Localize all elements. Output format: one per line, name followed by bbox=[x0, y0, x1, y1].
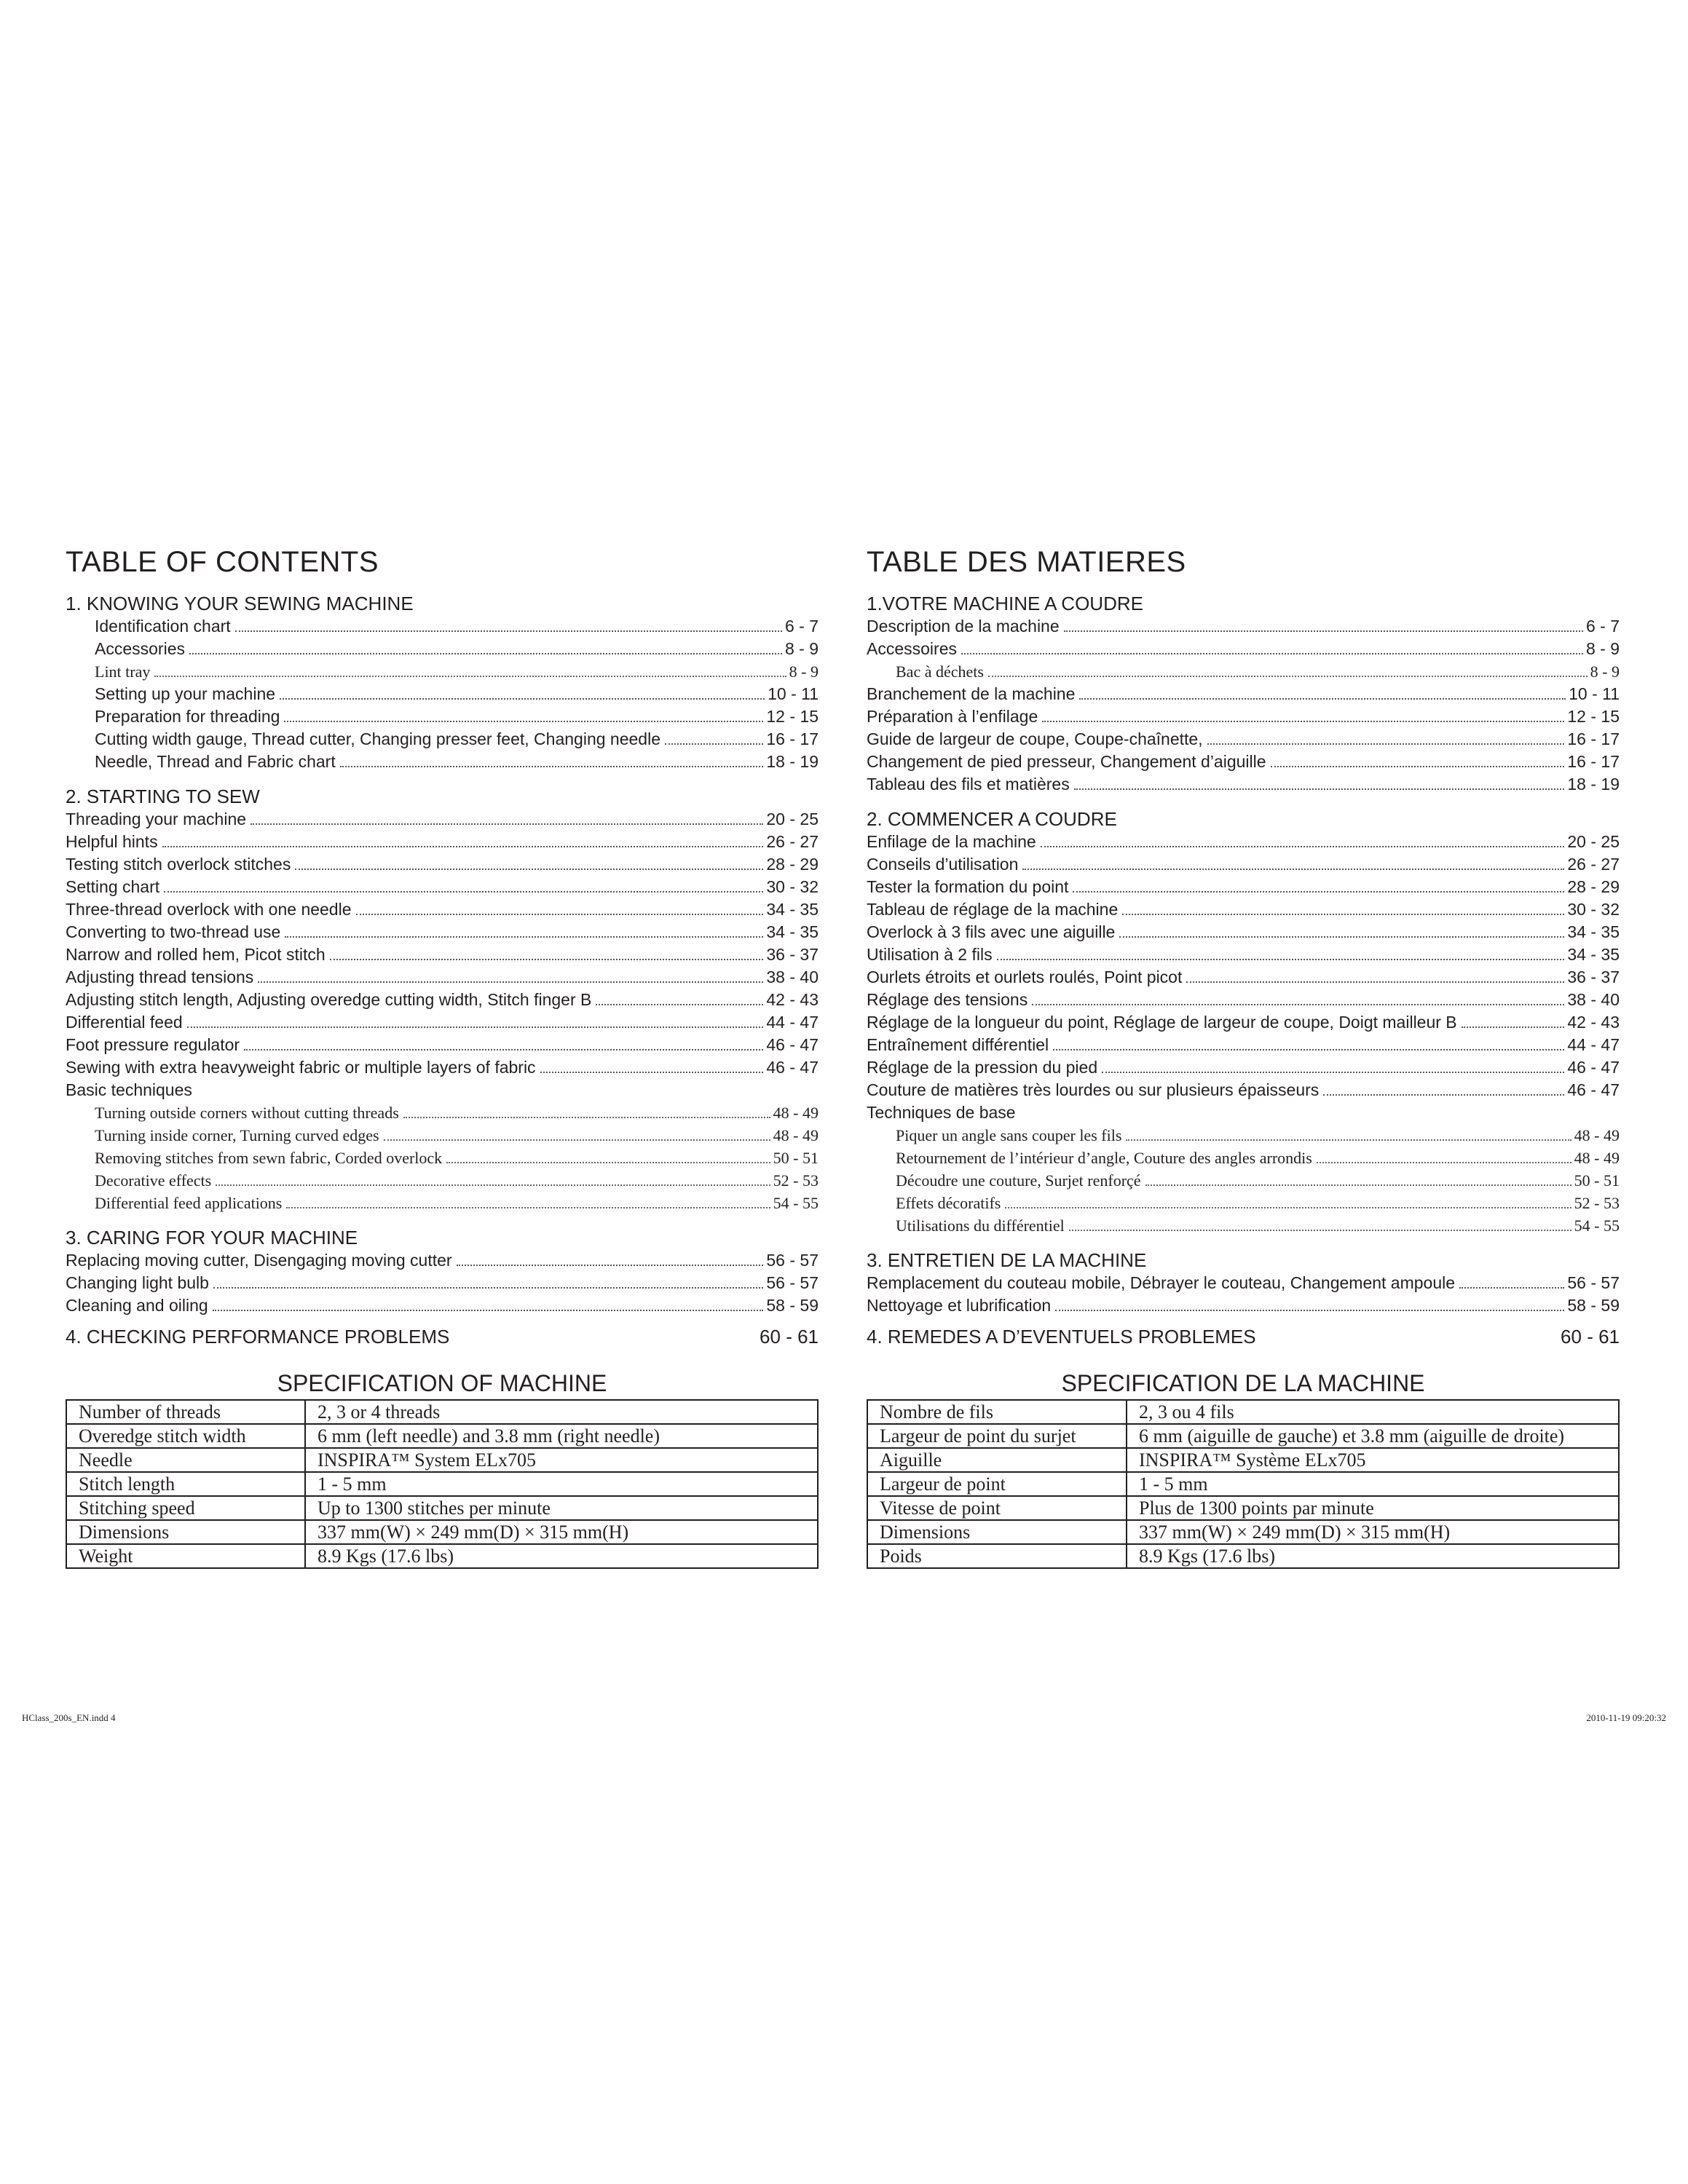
toc-entry bbox=[66, 1192, 819, 1214]
toc-entry-label: Tableau de réglage de la machine bbox=[867, 900, 1119, 919]
dot-leader bbox=[285, 936, 763, 938]
toc-entry bbox=[66, 638, 819, 660]
dot-leader bbox=[235, 630, 782, 632]
toc-section-heading: 2. COMMENCER A COUDRE bbox=[867, 808, 1117, 830]
toc-section bbox=[66, 593, 819, 773]
toc-entry-pages: 58 - 59 bbox=[766, 1296, 819, 1315]
toc-entry-pages: 16 - 17 bbox=[1567, 729, 1620, 748]
toc-entry-pages: 34 - 35 bbox=[1567, 922, 1620, 941]
toc-entry-pages: 28 - 29 bbox=[766, 855, 819, 874]
toc-entry bbox=[867, 705, 1620, 728]
toc-entry bbox=[66, 876, 819, 898]
toc-entry-pages: 6 - 7 bbox=[784, 617, 819, 636]
toc-entry bbox=[867, 1079, 1620, 1101]
spec-key: Dimensions bbox=[867, 1520, 1127, 1544]
toc-entry-pages: 30 - 32 bbox=[1567, 900, 1620, 919]
toc-section bbox=[867, 593, 1620, 796]
toc-entry-label: Setting chart bbox=[66, 877, 160, 896]
toc-entry-pages: 28 - 29 bbox=[1567, 877, 1620, 896]
toc-entry-pages: 20 - 25 bbox=[1567, 832, 1620, 851]
toc-entry-pages: 36 - 37 bbox=[766, 945, 819, 964]
toc-entry bbox=[867, 1034, 1620, 1056]
dot-leader bbox=[340, 766, 764, 767]
toc-column-french bbox=[867, 546, 1620, 1569]
spec-key: Nombre de fils bbox=[867, 1400, 1127, 1424]
spec-title: SPECIFICATION OF MACHINE bbox=[277, 1370, 607, 1396]
toc-entry bbox=[66, 615, 819, 638]
toc-entry-label: Effets décoratifs bbox=[896, 1194, 1001, 1212]
toc-entry-pages: 18 - 19 bbox=[1567, 775, 1620, 794]
spec-value: 8.9 Kgs (17.6 lbs) bbox=[305, 1544, 818, 1568]
spec-key: Dimensions bbox=[66, 1520, 305, 1544]
toc-entry-label: Entraînement différentiel bbox=[867, 1035, 1049, 1054]
spec-value: INSPIRA™ System ELx705 bbox=[305, 1448, 818, 1472]
toc-entry bbox=[867, 1011, 1620, 1034]
toc-entry-pages: 30 - 32 bbox=[766, 877, 819, 896]
spec-row bbox=[66, 1520, 818, 1544]
spec-value: Plus de 1300 points par minute bbox=[1127, 1496, 1619, 1520]
spec-row bbox=[867, 1400, 1619, 1424]
toc-entry-label: Remplacement du couteau mobile, Débrayer le couteau, Changement ampoule bbox=[867, 1273, 1456, 1292]
dot-leader bbox=[1317, 1162, 1571, 1163]
dot-leader bbox=[280, 698, 765, 700]
toc-section-heading: 1. KNOWING YOUR SEWING MACHINE bbox=[66, 593, 414, 614]
perf-pages: 60 - 61 bbox=[1561, 1326, 1620, 1348]
toc-entry-label: Bac à déchets bbox=[896, 662, 984, 681]
toc-entry-pages: 38 - 40 bbox=[1567, 990, 1620, 1009]
toc-entry bbox=[867, 921, 1620, 943]
toc-section bbox=[867, 1249, 1620, 1317]
toc-entry-pages: 44 - 47 bbox=[766, 1013, 819, 1032]
toc-entry bbox=[867, 1147, 1620, 1169]
dot-leader bbox=[1041, 846, 1565, 847]
dot-leader bbox=[1122, 914, 1564, 915]
toc-entry-pages: 48 - 49 bbox=[773, 1104, 819, 1122]
spec-key: Weight bbox=[66, 1544, 305, 1568]
toc-entry-label: Cutting width gauge, Thread cutter, Changing presser feet, Changing needle bbox=[95, 729, 660, 748]
toc-entry-pages: 8 - 9 bbox=[789, 662, 819, 681]
dot-leader bbox=[356, 914, 764, 915]
toc-section-perf bbox=[66, 1326, 819, 1348]
dot-leader bbox=[1073, 891, 1564, 893]
toc-entry-pages: 12 - 15 bbox=[1567, 707, 1620, 726]
spec-title: SPECIFICATION DE LA MACHINE bbox=[1061, 1370, 1425, 1396]
toc-entry bbox=[66, 1101, 819, 1124]
dot-leader bbox=[596, 1004, 763, 1005]
toc-entry-label: Turning inside corner, Turning curved edges bbox=[95, 1126, 379, 1144]
toc-entry bbox=[66, 660, 819, 683]
toc-entry-label: Converting to two-thread use bbox=[66, 922, 281, 941]
spec-value: 6 mm (aiguille de gauche) et 3.8 mm (aiguille de droite) bbox=[1127, 1424, 1619, 1448]
toc-entry bbox=[66, 1272, 819, 1294]
toc-entry bbox=[867, 966, 1620, 989]
toc-entry-label: Guide de largeur de coupe, Coupe-chaînette, bbox=[867, 729, 1203, 748]
toc-entry-label: Differential feed bbox=[66, 1013, 183, 1032]
toc-entry-pages: 54 - 55 bbox=[1574, 1216, 1620, 1235]
dot-leader bbox=[189, 653, 782, 654]
toc-entry-label: Piquer un angle sans couper les fils bbox=[896, 1126, 1122, 1144]
toc-column-english bbox=[66, 546, 819, 1569]
spec-value: 337 mm(W) × 249 mm(D) × 315 mm(H) bbox=[1127, 1520, 1619, 1544]
toc-entry-pages: 54 - 55 bbox=[773, 1194, 819, 1212]
toc-entry bbox=[66, 1249, 819, 1272]
toc-entry bbox=[867, 660, 1620, 683]
toc-entry-label: Changement de pied presseur, Changement d’aiguille bbox=[867, 752, 1266, 771]
dot-leader bbox=[1323, 1094, 1564, 1096]
dot-leader bbox=[1055, 1310, 1564, 1311]
toc-entry-pages: 52 - 53 bbox=[1574, 1194, 1620, 1212]
toc-entry-pages: 56 - 57 bbox=[1567, 1273, 1620, 1292]
toc-section-heading: 3. CARING FOR YOUR MACHINE bbox=[66, 1227, 358, 1249]
toc-entry-pages: 46 - 47 bbox=[1567, 1058, 1620, 1077]
toc-entry-label: Retournement de l’intérieur d’angle, Couture des angles arrondis bbox=[896, 1149, 1312, 1167]
dot-leader bbox=[1079, 698, 1566, 700]
toc-entry-label: Ourlets étroits et ourlets roulés, Point picot bbox=[867, 968, 1183, 986]
dot-leader bbox=[1145, 1184, 1571, 1186]
toc-entry bbox=[66, 831, 819, 853]
dot-leader bbox=[251, 823, 763, 825]
spec-row bbox=[867, 1496, 1619, 1520]
toc-title: TABLE OF CONTENTS bbox=[66, 546, 379, 578]
toc-entry-label: Tableau des fils et matières bbox=[867, 775, 1070, 794]
spec-row bbox=[867, 1472, 1619, 1496]
toc-entry-label: Conseils d’utilisation bbox=[867, 855, 1019, 874]
toc-entry bbox=[867, 1272, 1620, 1294]
toc-entry bbox=[867, 876, 1620, 898]
dot-leader bbox=[446, 1162, 770, 1163]
toc-entry bbox=[66, 705, 819, 728]
dot-leader bbox=[1462, 1026, 1565, 1028]
toc-entry-label: Nettoyage et lubrification bbox=[867, 1296, 1052, 1315]
toc-entry bbox=[867, 1124, 1620, 1147]
toc-entry-label: Réglage de la longueur du point, Réglage de largeur de coupe, Doigt mailleur B bbox=[867, 1013, 1457, 1032]
toc-entry-label: Helpful hints bbox=[66, 832, 158, 851]
toc-section-heading: 2. STARTING TO SEW bbox=[66, 786, 260, 807]
dot-leader bbox=[1207, 743, 1565, 745]
spec-key: Vitesse de point bbox=[867, 1496, 1127, 1520]
dot-leader bbox=[1459, 1287, 1564, 1289]
toc-entry-label: Couture de matières très lourdes ou sur plusieurs épaisseurs bbox=[867, 1080, 1320, 1099]
toc-entry bbox=[66, 1169, 819, 1192]
spec-value: 1 - 5 mm bbox=[305, 1472, 818, 1496]
toc-entry-pages: 50 - 51 bbox=[773, 1149, 819, 1167]
toc-entry-label: Adjusting stitch length, Adjusting overedge cutting width, Stitch finger B bbox=[66, 990, 592, 1009]
toc-entry-pages: 56 - 57 bbox=[766, 1251, 819, 1270]
toc-entry-label: Utilisations du différentiel bbox=[896, 1216, 1065, 1235]
toc-entry bbox=[66, 751, 819, 773]
toc-entry-pages: 34 - 35 bbox=[766, 922, 819, 941]
toc-entry-pages: 42 - 43 bbox=[1567, 1013, 1620, 1032]
toc-entry-pages: 26 - 27 bbox=[766, 832, 819, 851]
toc-entry bbox=[66, 808, 819, 831]
toc-entry bbox=[66, 1034, 819, 1056]
toc-entry-pages: 48 - 49 bbox=[1574, 1149, 1620, 1167]
toc-entry-label: Turning outside corners without cutting threads bbox=[95, 1104, 399, 1122]
dot-leader bbox=[1042, 721, 1564, 722]
toc-entry-label: Replacing moving cutter, Disengaging moving cutter bbox=[66, 1251, 452, 1270]
toc-entry-label: Setting up your machine bbox=[95, 684, 276, 703]
toc-section-perf bbox=[867, 1326, 1620, 1348]
toc-entry-pages: 26 - 27 bbox=[1567, 855, 1620, 874]
toc-entry-pages: 6 - 7 bbox=[1585, 617, 1620, 636]
toc-entry-label: Adjusting thread tensions bbox=[66, 968, 254, 986]
spec-row bbox=[66, 1424, 818, 1448]
toc-entry-label: Needle, Thread and Fabric chart bbox=[95, 752, 336, 771]
toc-entry-label: Accessoires bbox=[867, 639, 957, 658]
toc-entry bbox=[66, 989, 819, 1011]
toc-entry-pages: 34 - 35 bbox=[1567, 945, 1620, 964]
dot-leader bbox=[213, 1287, 763, 1289]
toc-entry-pages: 58 - 59 bbox=[1567, 1296, 1620, 1315]
toc-entry-pages: 36 - 37 bbox=[1567, 968, 1620, 986]
toc-entry-pages: 10 - 11 bbox=[768, 684, 819, 703]
toc-entry bbox=[867, 853, 1620, 876]
toc-entry-label: Overlock à 3 fils avec une aiguille bbox=[867, 922, 1116, 941]
toc-entry-label: Sewing with extra heavyweight fabric or multiple layers of fabric bbox=[66, 1058, 536, 1077]
toc-entry bbox=[66, 728, 819, 751]
toc-entry-label: Techniques de base bbox=[867, 1103, 1016, 1122]
toc-entry-pages: 8 - 9 bbox=[784, 639, 819, 658]
toc-entry-label: Basic techniques bbox=[66, 1080, 192, 1099]
toc-entry-pages: 10 - 11 bbox=[1569, 684, 1620, 703]
toc-entry-label: Preparation for threading bbox=[95, 707, 280, 726]
spec-row bbox=[66, 1496, 818, 1520]
spec-table bbox=[867, 1399, 1620, 1569]
spec-row bbox=[66, 1472, 818, 1496]
toc-section bbox=[66, 1227, 819, 1317]
dot-leader bbox=[403, 1117, 770, 1118]
toc-entry-label: Découdre une couture, Surjet renforçé bbox=[896, 1171, 1141, 1190]
dot-leader bbox=[213, 1310, 764, 1311]
toc-entry-pages: 16 - 17 bbox=[766, 729, 819, 748]
toc-entry-label: Cleaning and oiling bbox=[66, 1296, 208, 1315]
toc-entry bbox=[867, 638, 1620, 660]
dot-leader bbox=[1032, 1004, 1564, 1005]
toc-sections bbox=[66, 593, 819, 1317]
toc-title: TABLE DES MATIERES bbox=[867, 546, 1186, 578]
toc-entry bbox=[66, 683, 819, 705]
dot-leader bbox=[1053, 1049, 1564, 1051]
toc-entry-pages: 38 - 40 bbox=[766, 968, 819, 986]
spec-value: 1 - 5 mm bbox=[1127, 1472, 1619, 1496]
toc-entry-label: Testing stitch overlock stitches bbox=[66, 855, 291, 874]
toc-section bbox=[66, 786, 819, 1214]
dot-leader bbox=[457, 1265, 764, 1266]
toc-entry-pages: 8 - 9 bbox=[1585, 639, 1620, 658]
dot-leader bbox=[187, 1026, 764, 1028]
toc-entry bbox=[867, 773, 1620, 796]
toc-entry-label: Decorative effects bbox=[95, 1171, 212, 1190]
dot-leader bbox=[162, 846, 764, 847]
toc-entry-label: Utilisation à 2 fils bbox=[867, 945, 993, 964]
dot-leader bbox=[154, 676, 786, 677]
perf-label: 4. REMEDES A D’EVENTUELS PROBLEMES bbox=[867, 1326, 1256, 1348]
toc-entry-label: Tester la formation du point bbox=[867, 877, 1069, 896]
toc-entry-pages: 48 - 49 bbox=[1574, 1126, 1620, 1144]
toc-entry-label: Identification chart bbox=[95, 617, 231, 636]
footer-filename: HClass_200s_EN.indd 4 bbox=[22, 1712, 116, 1723]
toc-entry bbox=[867, 1101, 1620, 1124]
dot-leader bbox=[286, 1207, 770, 1208]
toc-entry bbox=[66, 966, 819, 989]
dot-leader bbox=[384, 1139, 770, 1141]
perf-pages: 60 - 61 bbox=[760, 1326, 819, 1348]
spec-value: 8.9 Kgs (17.6 lbs) bbox=[1127, 1544, 1619, 1568]
toc-entry-pages: 42 - 43 bbox=[766, 990, 819, 1009]
toc-entry-label: Changing light bulb bbox=[66, 1273, 209, 1292]
dot-leader bbox=[284, 721, 763, 722]
toc-entry-pages: 48 - 49 bbox=[773, 1126, 819, 1144]
toc-entry-label: Préparation à l’enfilage bbox=[867, 707, 1038, 726]
toc-entry bbox=[66, 1124, 819, 1147]
footer-timestamp: 2010-11-19 09:20:32 bbox=[1586, 1712, 1666, 1723]
toc-entry bbox=[66, 853, 819, 876]
toc-section bbox=[867, 808, 1620, 1237]
toc-entry bbox=[867, 831, 1620, 853]
dot-leader bbox=[1074, 788, 1565, 790]
toc-entry-label: Three-thread overlock with one needle bbox=[66, 900, 352, 919]
toc-entry bbox=[66, 1079, 819, 1101]
dot-leader bbox=[1186, 981, 1564, 983]
spec-value: 2, 3 or 4 threads bbox=[305, 1400, 818, 1424]
spec-key: Largeur de point bbox=[867, 1472, 1127, 1496]
toc-entry-label: Removing stitches from sewn fabric, Corded overlock bbox=[95, 1149, 443, 1167]
toc-entry bbox=[867, 1192, 1620, 1214]
toc-entry bbox=[867, 989, 1620, 1011]
dot-leader bbox=[1102, 1072, 1564, 1073]
dot-leader bbox=[1064, 630, 1583, 632]
toc-entry-label: Branchement de la machine bbox=[867, 684, 1076, 703]
dot-leader bbox=[164, 891, 763, 893]
toc-entry-label: Enfilage de la machine bbox=[867, 832, 1036, 851]
toc-entry-pages: 50 - 51 bbox=[1574, 1171, 1620, 1190]
dot-leader bbox=[1126, 1139, 1571, 1141]
dot-leader bbox=[961, 653, 1583, 654]
spec-key: Overedge stitch width bbox=[66, 1424, 305, 1448]
spec-key: Number of threads bbox=[66, 1400, 305, 1424]
toc-entry-pages: 20 - 25 bbox=[766, 810, 819, 828]
toc-entry bbox=[66, 921, 819, 943]
toc-entry-pages: 44 - 47 bbox=[1567, 1035, 1620, 1054]
toc-entry-label: Foot pressure regulator bbox=[66, 1035, 240, 1054]
spec-row bbox=[867, 1424, 1619, 1448]
spec-value: 2, 3 ou 4 fils bbox=[1127, 1400, 1619, 1424]
toc-entry bbox=[867, 615, 1620, 638]
toc-entry-pages: 46 - 47 bbox=[766, 1058, 819, 1077]
toc-entry bbox=[867, 898, 1620, 921]
toc-entry bbox=[867, 1169, 1620, 1192]
spec-key: Stitching speed bbox=[66, 1496, 305, 1520]
dot-leader bbox=[1022, 869, 1564, 870]
toc-entry bbox=[66, 1147, 819, 1169]
dot-leader bbox=[1005, 1207, 1571, 1208]
toc-section-heading: 3. ENTRETIEN DE LA MACHINE bbox=[867, 1249, 1147, 1271]
dot-leader bbox=[216, 1184, 770, 1186]
spec-value: 337 mm(W) × 249 mm(D) × 315 mm(H) bbox=[305, 1520, 818, 1544]
toc-entry-pages: 8 - 9 bbox=[1590, 662, 1620, 681]
dot-leader bbox=[1069, 1230, 1571, 1231]
dot-leader bbox=[540, 1072, 764, 1073]
spec-row bbox=[66, 1544, 818, 1568]
dot-leader bbox=[330, 959, 764, 960]
toc-entry-pages: 34 - 35 bbox=[766, 900, 819, 919]
toc-entry-pages: 46 - 47 bbox=[766, 1035, 819, 1054]
spec-value: INSPIRA™ Système ELx705 bbox=[1127, 1448, 1619, 1472]
perf-label: 4. CHECKING PERFORMANCE PROBLEMS bbox=[66, 1326, 450, 1348]
dot-leader bbox=[665, 743, 763, 745]
toc-entry-pages: 52 - 53 bbox=[773, 1171, 819, 1190]
toc-entry bbox=[66, 943, 819, 966]
dot-leader bbox=[997, 959, 1565, 960]
toc-entry bbox=[66, 1294, 819, 1317]
spec-row bbox=[867, 1448, 1619, 1472]
toc-entry-label: Réglage des tensions bbox=[867, 990, 1028, 1009]
toc-entry-pages: 12 - 15 bbox=[766, 707, 819, 726]
toc-entry bbox=[867, 728, 1620, 751]
spec-table bbox=[66, 1399, 819, 1569]
dot-leader bbox=[244, 1049, 763, 1051]
toc-entry-label: Narrow and rolled hem, Picot stitch bbox=[66, 945, 326, 964]
toc-entry-label: Threading your machine bbox=[66, 810, 247, 828]
toc-entry-label: Differential feed applications bbox=[95, 1194, 283, 1212]
dot-leader bbox=[1271, 766, 1565, 767]
dot-leader bbox=[988, 676, 1588, 677]
toc-entry-label: Réglage de la pression du pied bbox=[867, 1058, 1098, 1077]
toc-entry-pages: 46 - 47 bbox=[1567, 1080, 1620, 1099]
toc-entry bbox=[66, 1011, 819, 1034]
dot-leader bbox=[295, 869, 763, 870]
spec-key: Largeur de point du surjet bbox=[867, 1424, 1127, 1448]
dot-leader bbox=[258, 981, 763, 983]
toc-entry bbox=[867, 1056, 1620, 1079]
spec-row bbox=[867, 1544, 1619, 1568]
spec-row bbox=[66, 1448, 818, 1472]
spec-key: Poids bbox=[867, 1544, 1127, 1568]
toc-entry bbox=[66, 1056, 819, 1079]
toc-sections bbox=[867, 593, 1620, 1317]
toc-entry-pages: 16 - 17 bbox=[1567, 752, 1620, 771]
spec-row bbox=[66, 1400, 818, 1424]
spec-row bbox=[867, 1520, 1619, 1544]
toc-entry-pages: 18 - 19 bbox=[766, 752, 819, 771]
spec-key: Stitch length bbox=[66, 1472, 305, 1496]
toc-entry bbox=[867, 683, 1620, 705]
spec-key: Aiguille bbox=[867, 1448, 1127, 1472]
toc-section-heading: 1.VOTRE MACHINE A COUDRE bbox=[867, 593, 1143, 614]
toc-entry bbox=[867, 943, 1620, 966]
spec-value: 6 mm (left needle) and 3.8 mm (right needle) bbox=[305, 1424, 818, 1448]
toc-entry-label: Lint tray bbox=[95, 662, 151, 681]
toc-entry bbox=[867, 751, 1620, 773]
toc-entry bbox=[867, 1294, 1620, 1317]
toc-entry bbox=[867, 1214, 1620, 1237]
dot-leader bbox=[1119, 936, 1564, 938]
spec-key: Needle bbox=[66, 1448, 305, 1472]
toc-entry-label: Accessories bbox=[95, 639, 185, 658]
toc-entry bbox=[66, 898, 819, 921]
toc-entry-pages: 56 - 57 bbox=[766, 1273, 819, 1292]
spec-value: Up to 1300 stitches per minute bbox=[305, 1496, 818, 1520]
toc-entry-label: Description de la machine bbox=[867, 617, 1060, 636]
